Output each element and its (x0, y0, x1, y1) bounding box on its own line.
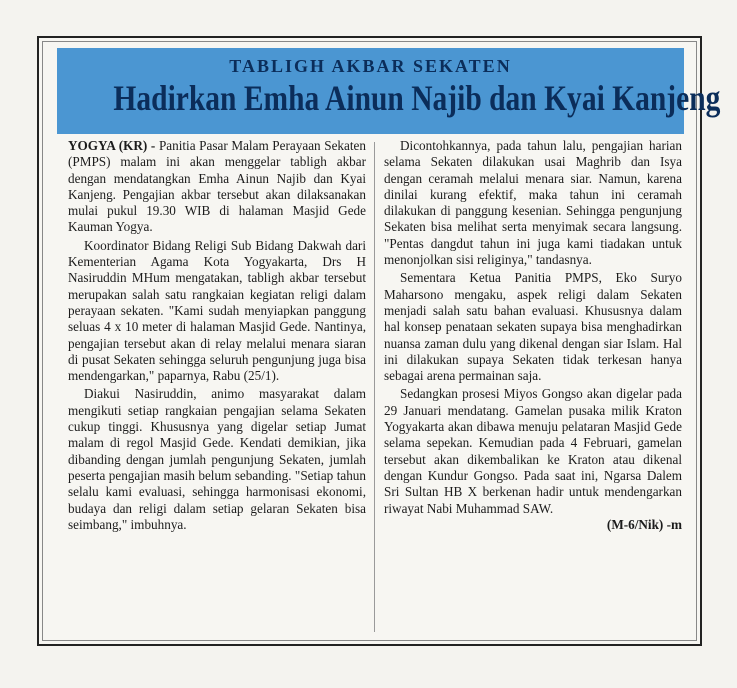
article-headline: Hadirkan Emha Ainun Najib dan Kyai Kanjeng (113, 78, 721, 118)
article-paragraph: Sedangkan prosesi Miyos Gongso akan digelar pada 29 Januari mendatang. Gamelan pusaka milik Kraton Yogyakarta akan dibawa menuju pelataran Masjid Gede selama sepekan. Kemudian pada 4 Februari, gamelan tersebut akan dikembalikan ke Kraton atau dikenal dengan Kundur Gongso. Pada saat ini, Ngarsa Dalem Sri Sultan HB X berkenan hadir untuk mendengarkan riwayat Nabi Muhammad SAW. (384, 386, 682, 516)
column-divider (374, 142, 375, 632)
article-header-banner (57, 48, 721, 134)
article-kicker: TABLIGH AKBAR SEKATEN (229, 56, 512, 76)
article-column-left (68, 138, 366, 533)
article-paragraph: Koordinator Bidang Religi Sub Bidang Dakwah dari Kementerian Agama Kota Yogyakarta, Drs H Nasiruddin MHum mengatakan, tabligh akbar tersebut merupakan salah satu rangkaian kegiatan religi dalam perayaan sekaten. "Kami sudah menyiapkan panggung seluas 4 x 10 meter di halaman Masjid Gede. Nantinya, pengajian tersebut akan di relay melalui menara siaran di pusat Sekaten sehingga seluruh pengunjung juga bisa mendengarkan," paparnya, Rabu (25/1). (68, 237, 366, 384)
article-paragraph: Sementara Ketua Panitia PMPS, Eko Suryo Maharsono mengaku, aspek religi dalam Sekaten menjadi salah satu bahan evaluasi. Khususnya dalam hal konsep penataan sekaten supaya bisa menghadirkan nuansa zaman dulu yang dikenal dengan siar Islam. Hal ini dilakukan supaya Sekaten tidak terkesan hanya sebagai arena permainan saja. (384, 270, 682, 384)
article-paragraph: Dicontohkannya, pada tahun lalu, pengajian harian selama Sekaten dilakukan usai Maghrib dan Isya dengan ceramah melalui menara siar. Namun, karena dinilai kurang efektif, maka tahun ini ceramah dilakukan di panggung kesenian. Sehingga pengunjung Sekaten bisa melihat serta menyimak secara langsung. "Pentas dangdut tahun ini juga kami tiadakan untuk menonjolkan sisi religinya," tandasnya. (384, 138, 682, 268)
article-dateline: YOGYA (KR) - (68, 138, 156, 153)
article-column-right (384, 138, 682, 533)
article-byline: (M-6/Nik) -m (606, 516, 682, 532)
article-paragraph (68, 138, 366, 236)
paragraph-text: Panitia Pasar Malam Perayaan Sekaten (PMPS) malam ini akan menggelar tabligh akbar dengan mendatangkan Emha Ainun Najib dan Kyai Kanjeng. Pengajian akbar tersebut akan dilaksanakan mulai pukul 19.30 WIB di halaman Masjid Gede Kauman Yogya. (68, 138, 366, 235)
article-paragraph: Diakui Nasiruddin, animo masyarakat dalam mengikuti setiap rangkaian pengajian selama Sekaten cukup tinggi. Khususnya yang digelar setiap Jumat malam di regol Masjid Gede. Kendati demikian, jika dibanding dengan jumlah pengunjung Sekaten, jumlah peserta pengajian masih belum sebanding. "Setiap tahun selalu kami evaluasi, sehingga harmonisasi ekonomi, budaya dan religi dalam setiap gelaran Sekaten bisa seimbang," imbuhnya. (68, 386, 366, 532)
